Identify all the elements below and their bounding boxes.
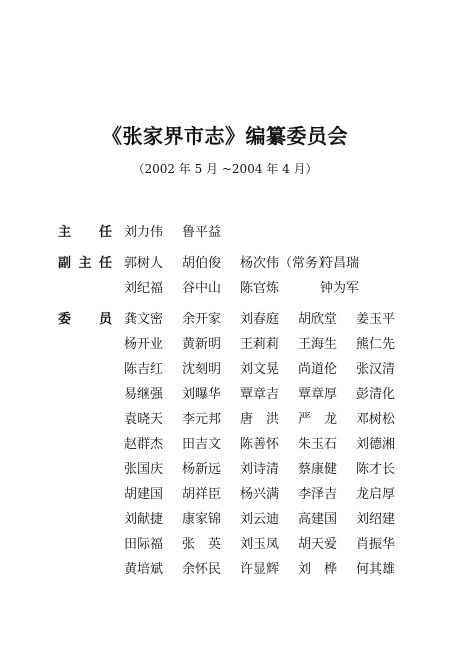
member-name: 龙启厚 [356,487,396,502]
member-name: 刘力伟 [124,225,164,240]
member-name: 张国庆 [124,462,164,477]
member-name: 何其雄 [356,562,396,577]
committee-roster [58,222,418,590]
member-name: 胡祥臣 [182,487,222,502]
member-name: 康家锦 [182,512,222,527]
member-name: 刘献捷 [124,512,164,527]
role-label-char: 任 [98,256,112,271]
member-name: 符昌瑞 [320,256,360,271]
member-name: 刘春庭 [240,312,280,327]
member-name: 杨新远 [182,462,222,477]
member-name: 鲁平益 [182,225,222,240]
name-list [124,222,418,247]
member-name: 袁晓天 [124,412,164,427]
role-director [58,222,418,247]
member-name: 胡欣堂 [298,312,338,327]
page-title: 《张家界市志》编纂委员会 [102,124,348,148]
role-label [58,309,124,331]
member-name: 龚文密 [124,312,164,327]
member-name: 王海生 [298,337,338,352]
role-label-char: 员 [98,312,112,327]
member-name: 陈吉红 [124,362,164,377]
role-label-char: 主 [58,225,72,240]
member-name: 熊仁先 [356,337,396,352]
member-name: 严 龙 [298,412,338,427]
role-label [58,253,124,275]
member-name: 余怀民 [182,562,222,577]
member-name: 肖振华 [356,537,396,552]
member-name: 沈刻明 [182,362,222,377]
member-name: 田吉文 [182,437,222,452]
member-name: 许显辉 [240,562,280,577]
member-name: 杨次伟（常务） [240,256,332,271]
name-list [124,309,418,584]
role-members [58,309,418,584]
member-name: 王莉莉 [240,337,280,352]
role-label-char: 委 [58,312,72,327]
member-name: 彭清化 [356,387,396,402]
role-deputy-director [58,253,418,303]
member-name: 赵群杰 [124,437,164,452]
member-name: 陈官炼 [240,281,280,296]
member-name: 郭树人 [124,256,164,271]
member-name: 李泽吉 [298,487,338,502]
member-name: 李元邦 [182,412,222,427]
member-name: 刘玉凤 [240,537,280,552]
member-name: 朱玉石 [298,437,338,452]
member-name: 张汉清 [356,362,396,377]
member-name: 刘文晃 [240,362,280,377]
member-name: 杨兴满 [240,487,280,502]
role-label [58,222,124,244]
member-name: 刘 桦 [298,562,338,577]
member-name: 姜玉平 [356,312,396,327]
member-name: 胡伯俊 [182,256,222,271]
member-name: 胡建国 [124,487,164,502]
member-name: 覃章吉 [240,387,280,402]
member-name: 尚道伦 [298,362,338,377]
member-name: 高建国 [298,512,338,527]
role-label-char: 主 [78,256,92,271]
member-name: 邓树松 [356,412,396,427]
member-name: 胡天爱 [298,537,338,552]
member-name: 易继强 [124,387,164,402]
member-name: 覃章厚 [298,387,338,402]
member-name: 黄新明 [182,337,222,352]
name-list [124,253,418,303]
member-name: 刘云迪 [240,512,280,527]
member-name: 蔡康健 [298,462,338,477]
member-name: 黄培斌 [124,562,164,577]
member-name: 陈才长 [356,462,396,477]
member-name: 钟为军 [320,281,360,296]
member-name: 张 英 [182,537,222,552]
member-name: 刘德湘 [356,437,396,452]
member-name: 谷中山 [182,281,222,296]
member-name: 田际福 [124,537,164,552]
role-label-char: 任 [98,225,112,240]
member-name: 唐 洪 [240,412,280,427]
role-label-char: 副 [58,256,72,271]
period-subtitle: （2002 年 5 月 ~2004 年 4 月） [132,162,318,176]
member-name: 刘曝华 [182,387,222,402]
member-name: 陈善怀 [240,437,280,452]
member-name: 杨开业 [124,337,164,352]
member-name: 刘纪福 [124,281,164,296]
member-name: 刘诗清 [240,462,280,477]
member-name: 刘绍建 [356,512,396,527]
member-name: 余开家 [182,312,222,327]
